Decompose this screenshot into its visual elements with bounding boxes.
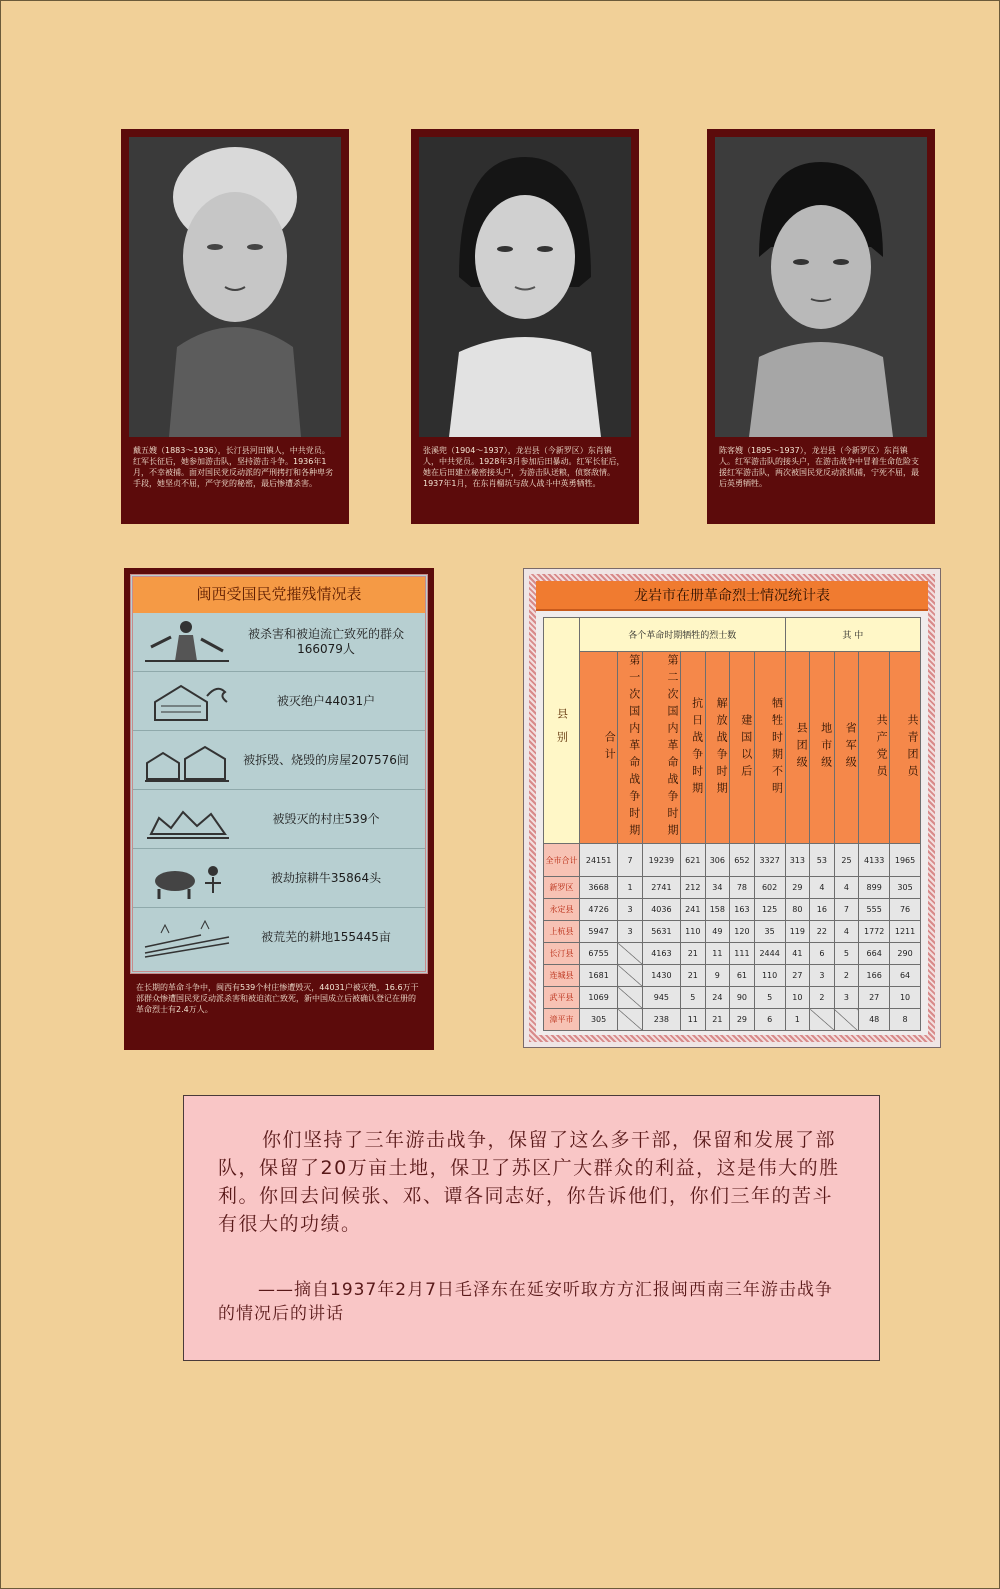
table-cell: 1 bbox=[618, 877, 643, 899]
subset-group-header: 其 中 bbox=[785, 618, 920, 652]
portrait-card-3 bbox=[707, 129, 935, 524]
empty-cell bbox=[834, 1009, 859, 1031]
massacre-row-text: 被灭绝户44031户 bbox=[276, 693, 376, 708]
massacre-row bbox=[133, 849, 425, 908]
portrait-card-2 bbox=[411, 129, 639, 524]
portrait-photo bbox=[715, 137, 927, 437]
row-label: 全市合计 bbox=[544, 844, 580, 877]
table-cell: 9 bbox=[705, 965, 730, 987]
table-cell: 8 bbox=[890, 1009, 921, 1031]
table-cell: 5 bbox=[834, 943, 859, 965]
column-header: 抗日战争时期 bbox=[681, 652, 706, 844]
column-header: 第二次国内革命战争时期 bbox=[642, 652, 680, 844]
table-cell: 305 bbox=[890, 877, 921, 899]
table-cell: 21 bbox=[681, 965, 706, 987]
table-cell: 29 bbox=[730, 1009, 755, 1031]
massacre-row bbox=[133, 672, 425, 731]
table-cell: 10 bbox=[890, 987, 921, 1009]
burning-house-icon bbox=[141, 676, 233, 726]
table-cell: 166 bbox=[859, 965, 890, 987]
young-woman-portrait-icon bbox=[419, 137, 631, 437]
table-cell: 5947 bbox=[580, 921, 618, 943]
table-cell: 238 bbox=[642, 1009, 680, 1031]
massacre-row-text: 被拆毁、烧毁的房屋207576间 bbox=[243, 752, 409, 767]
column-header: 地市级 bbox=[810, 652, 835, 844]
table-cell: 3 bbox=[810, 965, 835, 987]
column-header: 建国以后 bbox=[730, 652, 755, 844]
decorative-border bbox=[529, 574, 935, 1042]
table-cell: 24 bbox=[705, 987, 730, 1009]
table-cell: 11 bbox=[681, 1009, 706, 1031]
massacre-note: 在长期的革命斗争中，闽西有539个村庄惨遭毁灭，44031户被灭绝，16.6万干部群众惨遭国民党反动派杀害和被迫流亡致死，新中国成立后被确认登记在册的革命烈士有2.4万人。 bbox=[136, 983, 419, 1014]
execution-icon bbox=[141, 617, 233, 667]
table-cell: 49 bbox=[705, 921, 730, 943]
elderly-woman-portrait-icon bbox=[129, 137, 341, 437]
massacre-row-text: 被杀害和被迫流亡致死的群众166079人 bbox=[247, 627, 404, 656]
table-cell: 2741 bbox=[642, 877, 680, 899]
empty-cell bbox=[618, 965, 643, 987]
row-label: 新罗区 bbox=[544, 877, 580, 899]
table-cell: 3 bbox=[834, 987, 859, 1009]
table-cell: 899 bbox=[859, 877, 890, 899]
table-cell: 90 bbox=[730, 987, 755, 1009]
stats-body bbox=[544, 844, 921, 1031]
massacre-table-title: 闽西受国民党摧残情况表 bbox=[133, 577, 425, 613]
table-cell: 27 bbox=[859, 987, 890, 1009]
table-cell: 4726 bbox=[580, 899, 618, 921]
table-row bbox=[544, 987, 921, 1009]
table-cell: 1965 bbox=[890, 844, 921, 877]
table-cell: 664 bbox=[859, 943, 890, 965]
table-cell: 24151 bbox=[580, 844, 618, 877]
portrait-card-1 bbox=[121, 129, 349, 524]
table-cell: 61 bbox=[730, 965, 755, 987]
table-cell: 22 bbox=[810, 921, 835, 943]
table-cell: 290 bbox=[890, 943, 921, 965]
table-cell: 125 bbox=[754, 899, 785, 921]
table-cell: 4 bbox=[834, 877, 859, 899]
table-cell: 10 bbox=[785, 987, 810, 1009]
table-cell: 80 bbox=[785, 899, 810, 921]
table-cell: 48 bbox=[859, 1009, 890, 1031]
table-cell: 4036 bbox=[642, 899, 680, 921]
table-cell: 64 bbox=[890, 965, 921, 987]
table-cell: 5631 bbox=[642, 921, 680, 943]
table-cell: 34 bbox=[705, 877, 730, 899]
table-cell: 119 bbox=[785, 921, 810, 943]
massacre-row bbox=[133, 731, 425, 790]
table-cell: 3 bbox=[618, 921, 643, 943]
woman-portrait-icon bbox=[715, 137, 927, 437]
table-cell: 7 bbox=[834, 899, 859, 921]
table-cell: 6 bbox=[754, 1009, 785, 1031]
table-row bbox=[544, 877, 921, 899]
table-cell: 25 bbox=[834, 844, 859, 877]
empty-cell bbox=[618, 987, 643, 1009]
column-header: 共产党员 bbox=[859, 652, 890, 844]
table-cell: 6 bbox=[810, 943, 835, 965]
table-row bbox=[544, 921, 921, 943]
table-cell: 1430 bbox=[642, 965, 680, 987]
table-cell: 2 bbox=[810, 987, 835, 1009]
row-label: 上杭县 bbox=[544, 921, 580, 943]
table-cell: 1681 bbox=[580, 965, 618, 987]
table-cell: 212 bbox=[681, 877, 706, 899]
table-cell: 305 bbox=[580, 1009, 618, 1031]
portrait-caption: 张溪兜（1904～1937），龙岩县（今新罗区）东肖镇人，中共党员。1928年3月参加后田暴动。红军长征后，她在后田建立秘密接头户，为游击队送粮，侦察敌情。1937年1月，在东肖榴坑与敌人战斗中英勇牺牲。 bbox=[423, 446, 625, 488]
table-cell: 163 bbox=[730, 899, 755, 921]
table-cell: 5 bbox=[681, 987, 706, 1009]
table-cell: 21 bbox=[705, 1009, 730, 1031]
table-row bbox=[544, 965, 921, 987]
period-group-header: 各个革命时期牺牲的烈士数 bbox=[580, 618, 786, 652]
table-cell: 602 bbox=[754, 877, 785, 899]
massacre-row-text: 被劫掠耕牛35864头 bbox=[270, 870, 382, 885]
row-label: 连城县 bbox=[544, 965, 580, 987]
quote-text: 你们坚持了三年游击战争，保留了这么多干部，保留和发展了部队，保留了20万亩土地，保卫了苏区广大群众的利益，这是伟大的胜利。你回去问候张、邓、谭各同志好，你告诉他们，你们三年的苦斗有很大的功绩。 bbox=[218, 1129, 840, 1235]
massacre-row-text: 被毁灭的村庄539个 bbox=[272, 811, 380, 826]
column-header: 合计 bbox=[580, 652, 618, 844]
massacre-table-card bbox=[124, 568, 434, 1050]
row-label: 永定县 bbox=[544, 899, 580, 921]
table-row bbox=[544, 844, 921, 877]
portrait-photo bbox=[419, 137, 631, 437]
column-header: 牺牲时期不明 bbox=[754, 652, 785, 844]
table-cell: 1 bbox=[785, 1009, 810, 1031]
table-cell: 76 bbox=[890, 899, 921, 921]
massacre-table bbox=[130, 574, 428, 974]
table-cell: 5 bbox=[754, 987, 785, 1009]
table-cell: 555 bbox=[859, 899, 890, 921]
table-cell: 78 bbox=[730, 877, 755, 899]
table-cell: 313 bbox=[785, 844, 810, 877]
table-row bbox=[544, 1009, 921, 1031]
county-header: 县别 bbox=[544, 618, 580, 844]
portrait-caption: 陈客嫂（1895～1937），龙岩县（今新罗区）东肖镇人。红军游击队的接头户，在游击战争中冒着生命危险支援红军游击队，两次被国民党反动派抓捕，宁死不屈，最后英勇牺牲。 bbox=[719, 446, 919, 488]
stolen-ox-icon bbox=[141, 853, 233, 903]
table-cell: 53 bbox=[810, 844, 835, 877]
table-cell: 111 bbox=[730, 943, 755, 965]
table-cell: 4 bbox=[810, 877, 835, 899]
table-cell: 3327 bbox=[754, 844, 785, 877]
table-cell: 120 bbox=[730, 921, 755, 943]
column-header: 县团级 bbox=[785, 652, 810, 844]
massacre-row bbox=[133, 790, 425, 849]
column-header: 共青团员 bbox=[890, 652, 921, 844]
quote-source: ——摘自1937年2月7日毛泽东在延安听取方方汇报闽西南三年游击战争的情况后的讲话 bbox=[218, 1280, 833, 1324]
table-cell: 4133 bbox=[859, 844, 890, 877]
table-cell: 945 bbox=[642, 987, 680, 1009]
ruined-village-icon bbox=[141, 794, 233, 844]
quote-box bbox=[183, 1095, 880, 1361]
table-cell: 2444 bbox=[754, 943, 785, 965]
table-row bbox=[544, 899, 921, 921]
table-cell: 29 bbox=[785, 877, 810, 899]
table-cell: 306 bbox=[705, 844, 730, 877]
table-cell: 4 bbox=[834, 921, 859, 943]
table-cell: 1211 bbox=[890, 921, 921, 943]
table-cell: 3 bbox=[618, 899, 643, 921]
row-label: 漳平市 bbox=[544, 1009, 580, 1031]
table-cell: 27 bbox=[785, 965, 810, 987]
massacre-row bbox=[133, 908, 425, 967]
table-cell: 35 bbox=[754, 921, 785, 943]
table-cell: 1772 bbox=[859, 921, 890, 943]
row-label: 长汀县 bbox=[544, 943, 580, 965]
stats-inner bbox=[536, 581, 928, 1035]
table-cell: 41 bbox=[785, 943, 810, 965]
row-label: 武平县 bbox=[544, 987, 580, 1009]
table-cell: 16 bbox=[810, 899, 835, 921]
table-cell: 6755 bbox=[580, 943, 618, 965]
column-header: 第一次国内革命战争时期 bbox=[618, 652, 643, 844]
table-cell: 11 bbox=[705, 943, 730, 965]
empty-cell bbox=[618, 1009, 643, 1031]
table-cell: 2 bbox=[834, 965, 859, 987]
table-cell: 19239 bbox=[642, 844, 680, 877]
column-header: 解放战争时期 bbox=[705, 652, 730, 844]
table-cell: 3668 bbox=[580, 877, 618, 899]
portrait-photo bbox=[129, 137, 341, 437]
massacre-row bbox=[133, 613, 425, 672]
table-cell: 4163 bbox=[642, 943, 680, 965]
stats-title: 龙岩市在册革命烈士情况统计表 bbox=[536, 581, 928, 611]
massacre-row-text: 被荒芜的耕地155445亩 bbox=[261, 930, 391, 944]
table-cell: 1069 bbox=[580, 987, 618, 1009]
table-cell: 621 bbox=[681, 844, 706, 877]
martyrs-statistics-card bbox=[523, 568, 941, 1048]
table-row bbox=[544, 943, 921, 965]
empty-cell bbox=[810, 1009, 835, 1031]
table-cell: 241 bbox=[681, 899, 706, 921]
column-header-row bbox=[544, 652, 921, 844]
table-cell: 110 bbox=[681, 921, 706, 943]
table-cell: 7 bbox=[618, 844, 643, 877]
destroyed-houses-icon bbox=[141, 735, 233, 785]
column-header: 省军级 bbox=[834, 652, 859, 844]
martyrs-statistics-table bbox=[543, 617, 921, 1031]
table-cell: 158 bbox=[705, 899, 730, 921]
barren-field-icon bbox=[141, 913, 233, 963]
table-cell: 652 bbox=[730, 844, 755, 877]
table-cell: 21 bbox=[681, 943, 706, 965]
table-cell: 110 bbox=[754, 965, 785, 987]
portrait-caption: 戴五嫂（1883～1936），长汀县河田镇人，中共党员。红军长征后，她参加游击队，坚持游击斗争。1936年1月，不幸被捕。面对国民党反动派的严刑拷打和各种卑劣手段，她坚贞不屈，严守党的秘密，最后惨遭杀害。 bbox=[133, 446, 333, 488]
empty-cell bbox=[618, 943, 643, 965]
